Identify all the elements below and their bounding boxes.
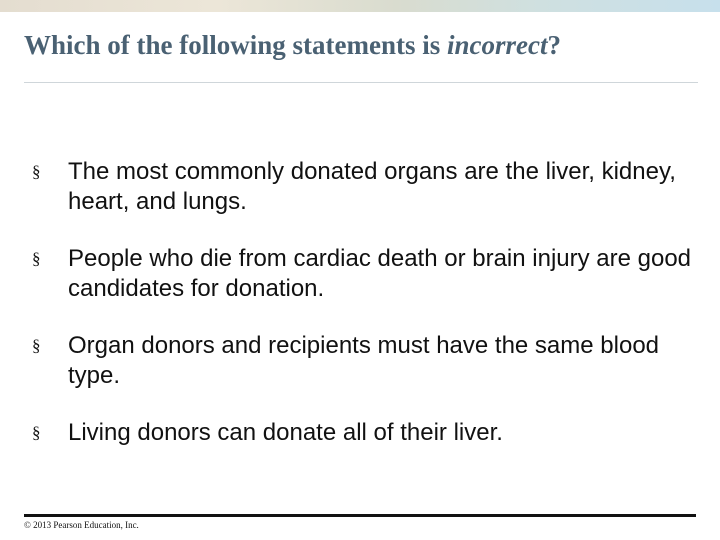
bullet-item-1[interactable] <box>32 157 692 217</box>
footer-divider <box>24 514 696 517</box>
title-divider <box>24 82 698 83</box>
bullet-item-4[interactable] <box>32 418 692 448</box>
section-sign-icon: § <box>32 423 41 442</box>
bullet-text: Living donors can donate all of their liver. <box>68 419 503 446</box>
slide-title <box>24 30 561 61</box>
title-prefix: Which of the following statements is <box>24 30 447 60</box>
header-decoration-band <box>0 0 720 12</box>
bullet-item-3[interactable] <box>32 331 692 391</box>
title-emphasis: incorrect <box>446 30 548 60</box>
section-sign-icon: § <box>32 336 41 355</box>
section-sign-icon: § <box>32 249 41 268</box>
title-suffix: ? <box>547 30 561 60</box>
bullet-text: Organ donors and recipients must have the same blood type. <box>68 332 660 389</box>
bullet-item-2[interactable] <box>32 244 692 304</box>
bullet-text: The most commonly donated organs are the liver, kidney, heart, and lungs. <box>68 158 676 215</box>
bullet-list <box>32 157 692 475</box>
bullet-text: People who die from cardiac death or brain injury are good candidates for donation. <box>68 245 692 302</box>
copyright-notice: © 2013 Pearson Education, Inc. <box>24 520 139 530</box>
section-sign-icon: § <box>32 162 41 181</box>
